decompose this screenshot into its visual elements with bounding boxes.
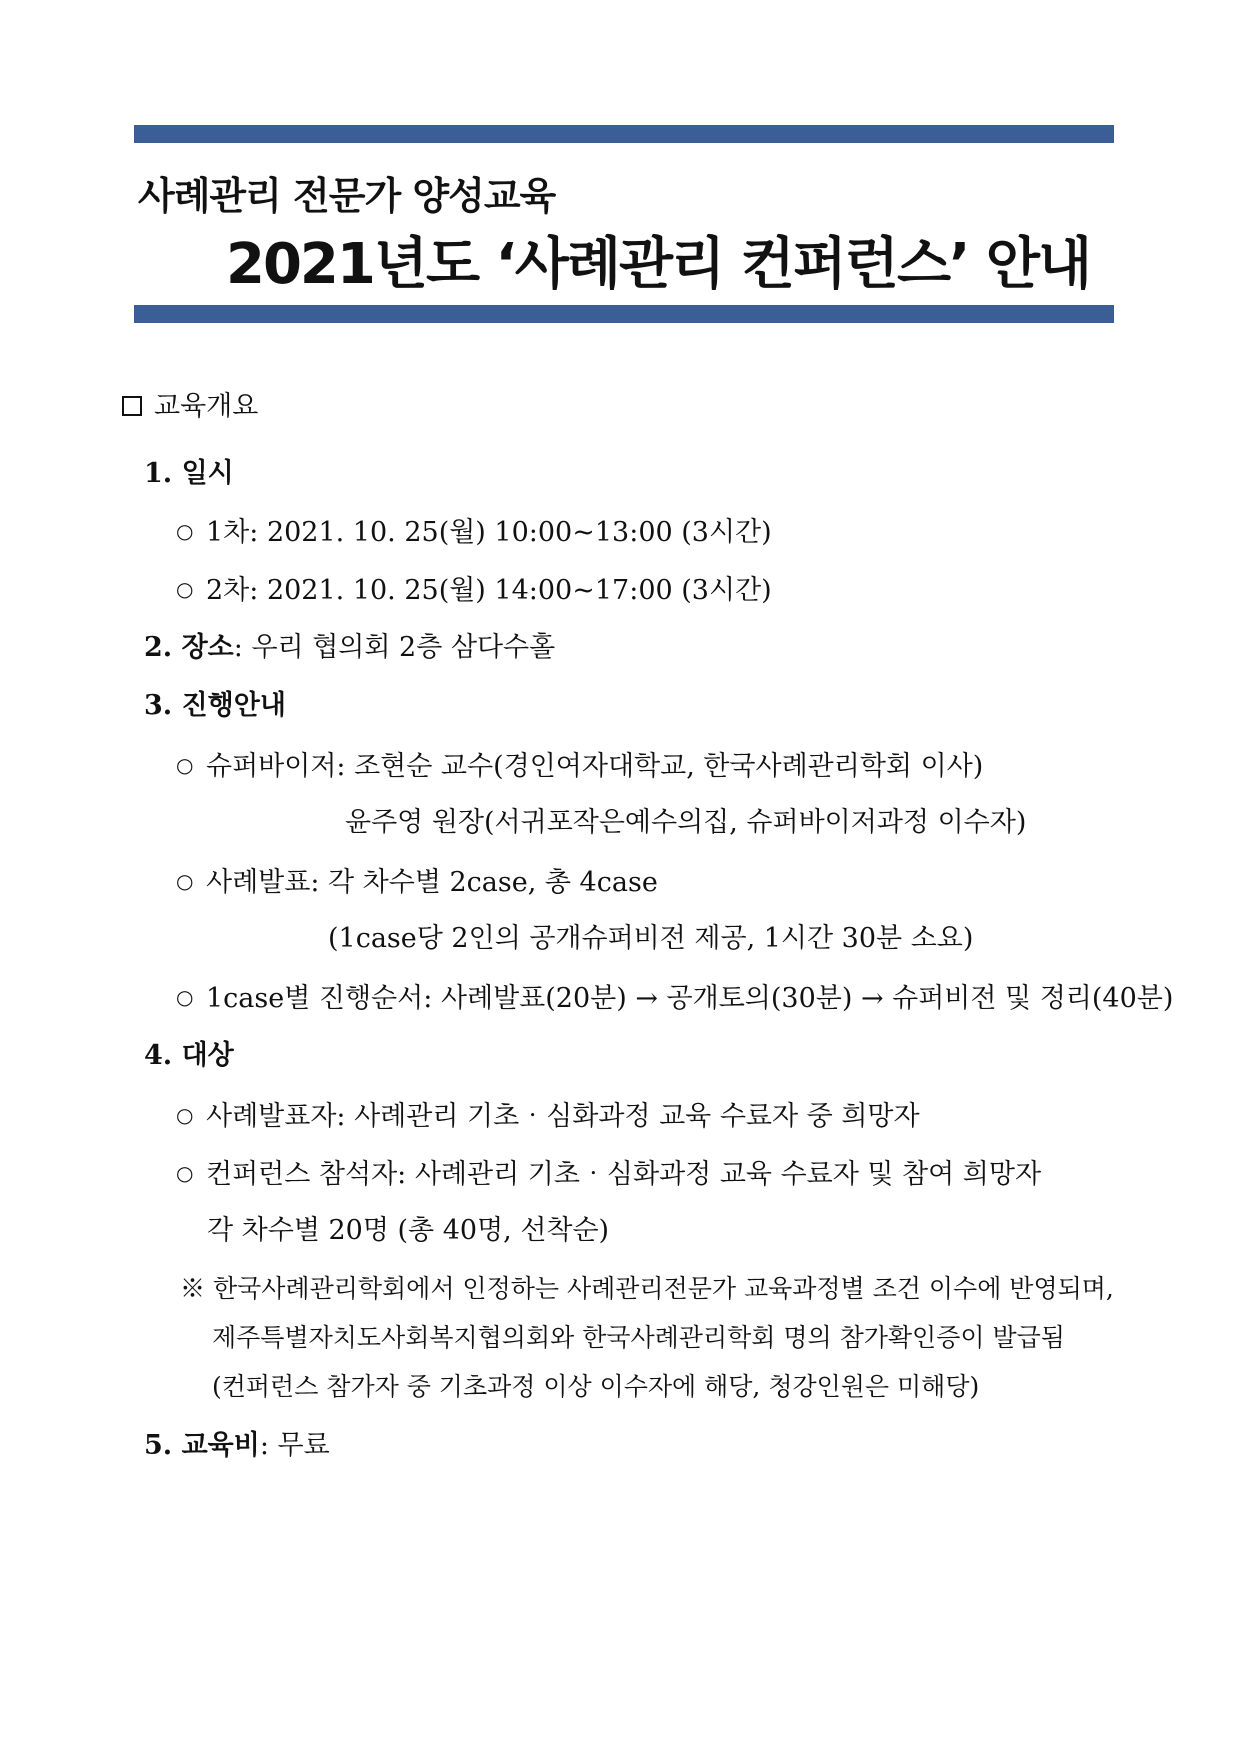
attendee-line: ○ 컨퍼런스 참석자: 사례관리 기초‧심화과정 교육 수료자 및 참여 희망자 [176, 1155, 1041, 1193]
bullet-circle-icon: ○ [176, 1103, 194, 1127]
section-heading: 교육개요 [122, 389, 258, 425]
bullet-circle-icon: ○ [176, 577, 194, 601]
supervisor-line-2: 윤주영 원장(서귀포작은예수의집, 슈퍼바이저과정 이수자) [345, 807, 1027, 838]
bottom-accent-bar [134, 305, 1114, 323]
bullet-circle-icon: ○ [176, 985, 194, 1009]
top-accent-bar [134, 125, 1114, 143]
session-2: ○ 2차: 2021. 10. 25(월) 14:00~17:00 (3시간) [176, 571, 772, 609]
bullet-circle-icon: ○ [176, 519, 194, 543]
item-4-label: 4. 대상 [144, 1040, 234, 1071]
cases-note: (1case당 2인의 공개슈퍼비전 제공, 1시간 30분 소요) [328, 923, 974, 954]
attendee-count: 각 차수별 20명 (총 40명, 선착순) [207, 1215, 610, 1246]
note-line-1: ※ 한국사례관리학회에서 인정하는 사례관리전문가 교육과정별 조건 이수에 반영되며, [180, 1274, 1114, 1303]
document-subtitle: 사례관리 전문가 양성교육 [138, 174, 556, 218]
order-line: ○ 1case별 진행순서: 사례발표(20분) → 공개토의(30분) → 슈퍼비전 및 정리(40분) [176, 979, 1173, 1017]
document-title: 2021년도 ‘사례관리 컨퍼런스’ 안내 [226, 232, 1091, 297]
bullet-circle-icon: ○ [176, 869, 194, 893]
bullet-circle-icon: ○ [176, 1161, 194, 1185]
item-1-label: 1. 일시 [144, 458, 234, 489]
presenter-line: ○ 사례발표자: 사례관리 기초‧심화과정 교육 수료자 중 희망자 [176, 1097, 920, 1135]
note-line-3: (컨퍼런스 참가자 중 기초과정 이상 이수자에 해당, 청강인원은 미해당) [212, 1372, 980, 1401]
bullet-circle-icon: ○ [176, 753, 194, 777]
note-line-2: 제주특별자치도사회복지협의회와 한국사례관리학회 명의 참가확인증이 발급됨 [212, 1323, 1065, 1352]
item-5-fee: 5. 교육비: 무료 [144, 1430, 330, 1461]
supervisor-line: ○ 슈퍼바이저: 조현순 교수(경인여자대학교, 한국사례관리학회 이사) [176, 747, 983, 785]
note-mark-icon: ※ [180, 1274, 206, 1303]
checkbox-square-icon [122, 396, 142, 416]
session-1: ○ 1차: 2021. 10. 25(월) 10:00~13:00 (3시간) [176, 513, 772, 551]
item-2-venue: 2. 장소: 우리 협의회 2층 삼다수홀 [144, 632, 556, 663]
item-3-label: 3. 진행안내 [144, 690, 286, 721]
cases-line: ○ 사례발표: 각 차수별 2case, 총 4case [176, 863, 658, 901]
